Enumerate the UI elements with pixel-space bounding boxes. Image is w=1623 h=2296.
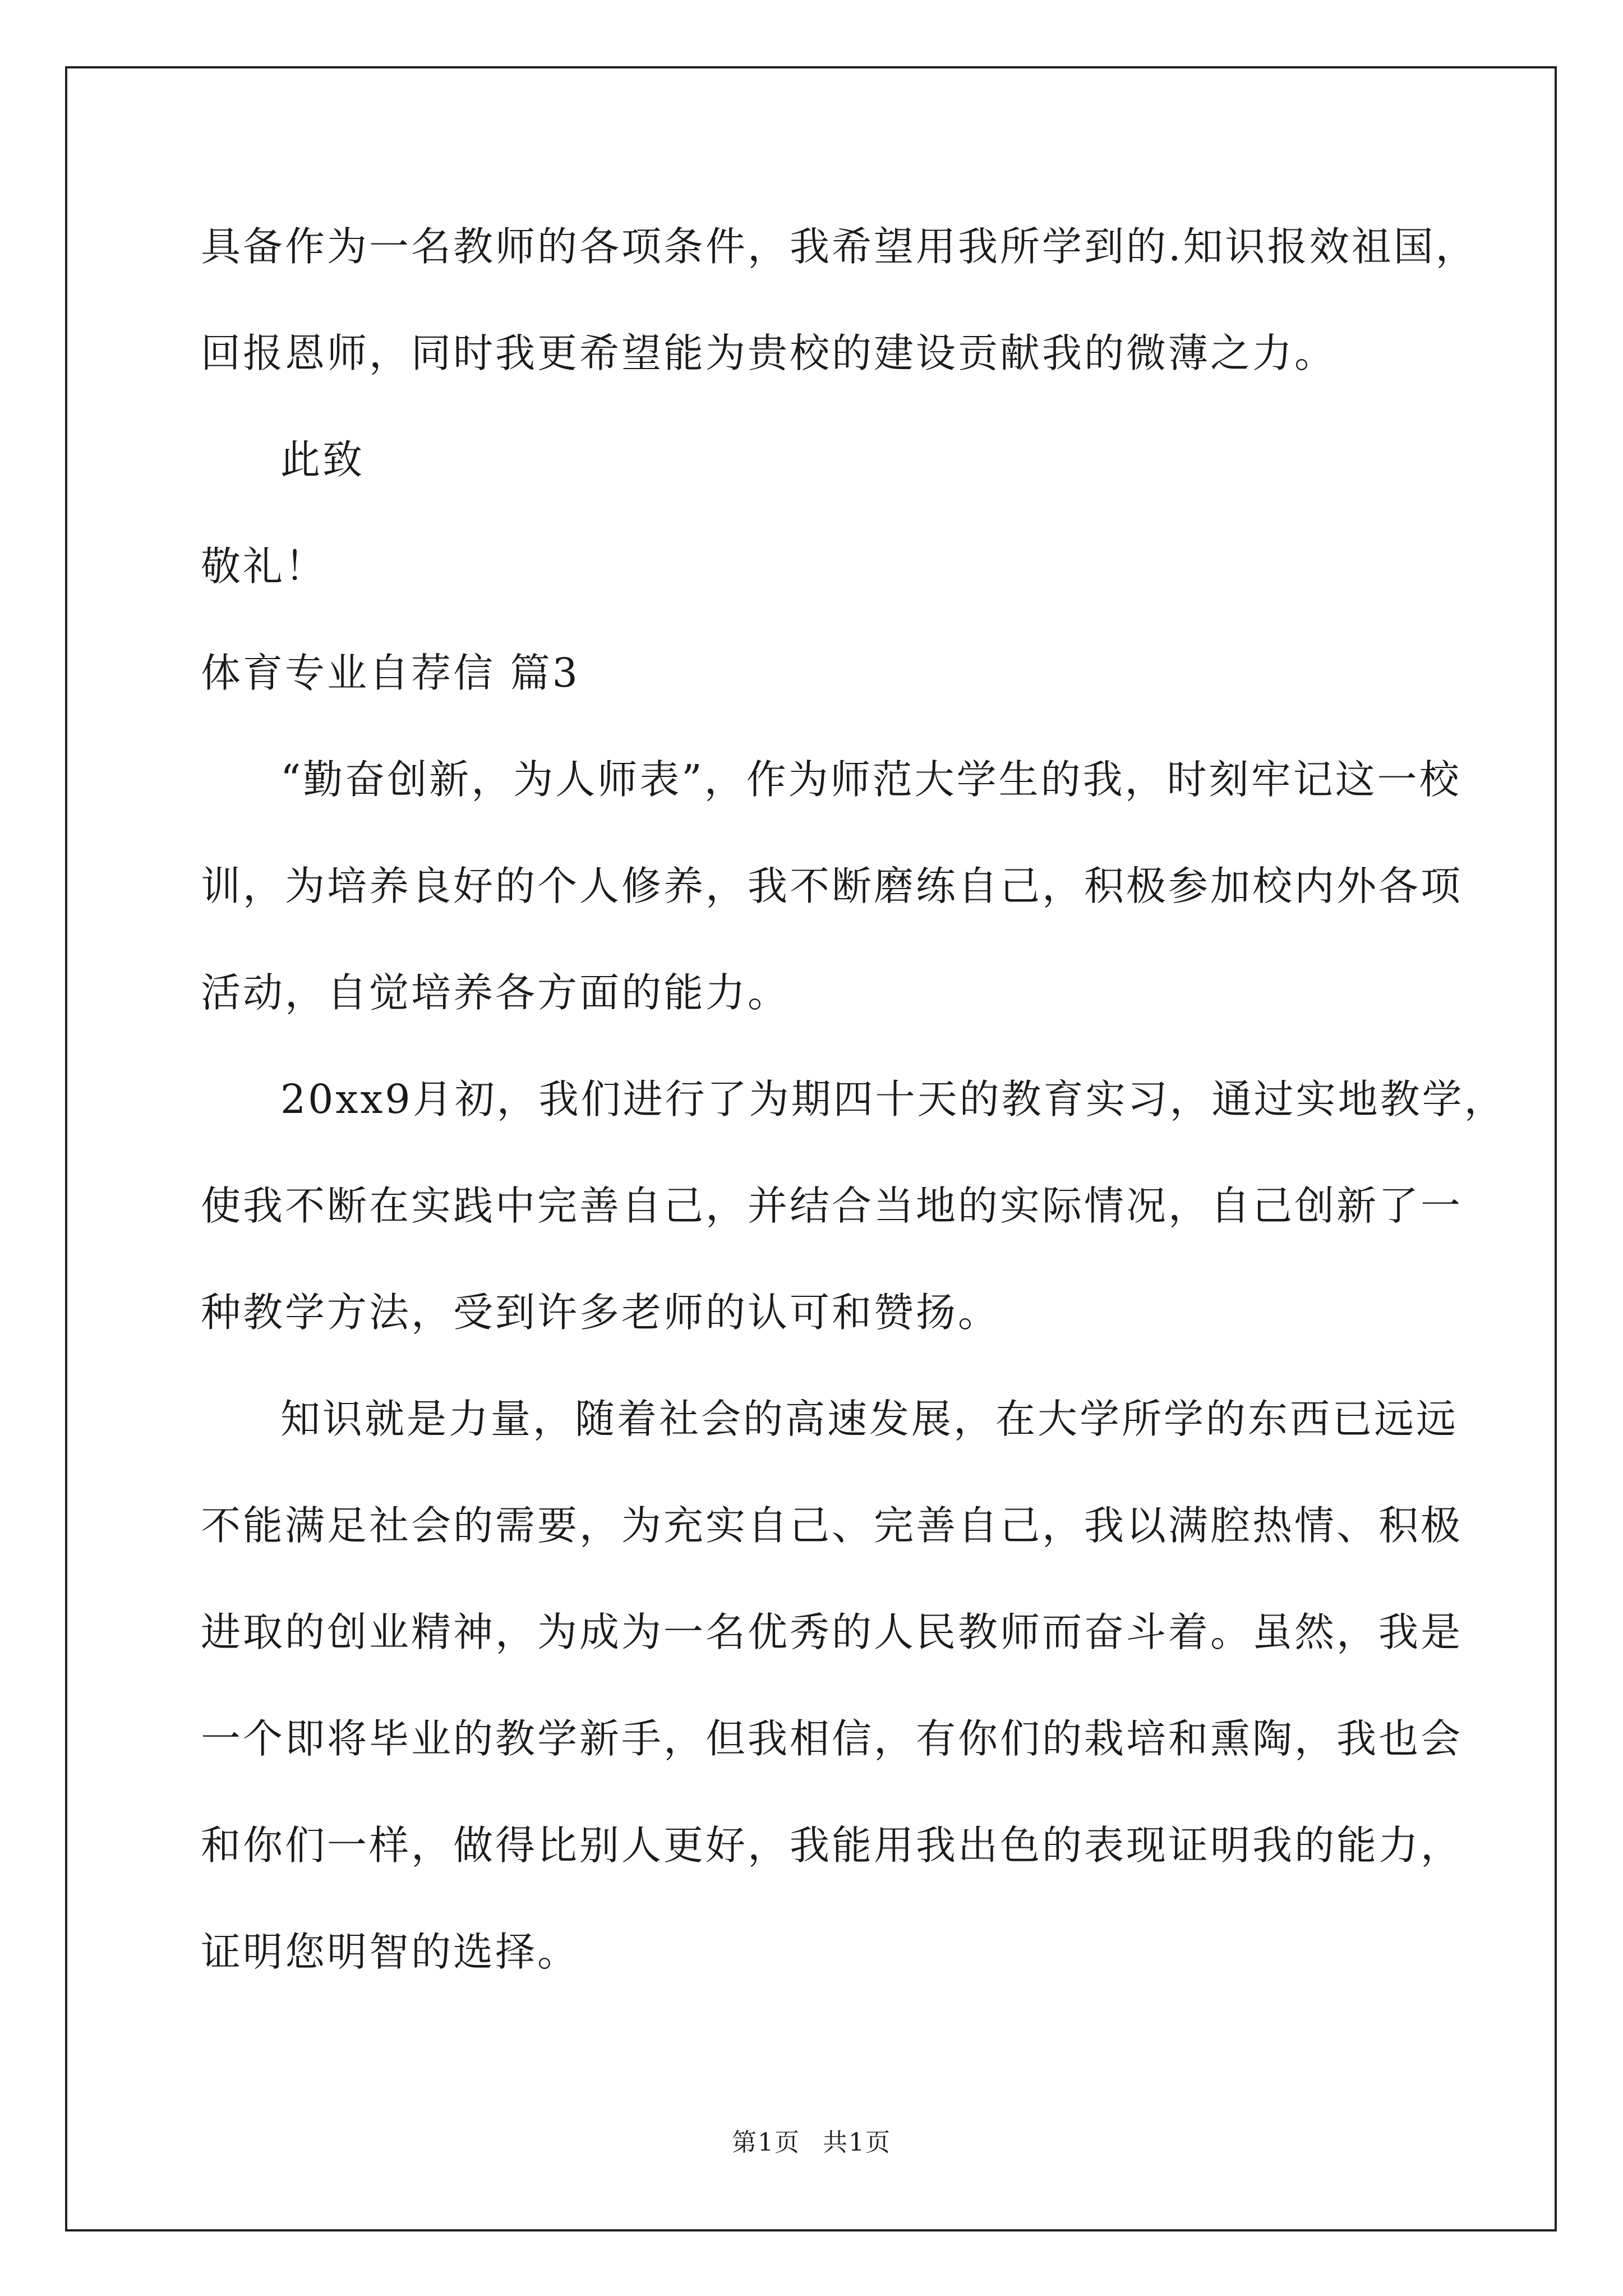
- body-line: 和你们一样，做得比别人更好，我能用我出色的表现证明我的能力，: [201, 1822, 1463, 1869]
- body-line: 20xx9月初，我们进行了为期四十天的教育实习，通过实地教学，: [280, 1076, 1506, 1122]
- section-heading: 体育专业自荐信 篇3: [201, 650, 580, 696]
- body-line: “勤奋创新，为人师表”，作为师范大学生的我，时刻牢记这一校: [280, 756, 1461, 803]
- body-line: 种教学方法，受到许多老师的认可和赞扬。: [201, 1289, 1000, 1336]
- body-line: 不能满足社会的需要，为充实自己、完善自己，我以满腔热情、积极: [201, 1502, 1463, 1549]
- body-line: 活动，自觉培养各方面的能力。: [201, 969, 790, 1016]
- body-line: 使我不断在实践中完善自己，并结合当地的实际情况，自己创新了一: [201, 1182, 1463, 1229]
- page-border: [65, 66, 1557, 2231]
- page-total: 共1页: [823, 2128, 891, 2157]
- page-footer: [0, 2126, 1623, 2160]
- closing-regards: 敬礼！: [201, 543, 328, 590]
- body-line: 回报恩师，同时我更希望能为贵校的建设贡献我的微薄之力。: [201, 330, 1337, 376]
- body-line: 证明您明智的选择。: [201, 1929, 580, 1975]
- body-line: 训，为培养良好的个人修养，我不断磨练自己，积极参加校内外各项: [201, 863, 1463, 909]
- page-number: 第1页: [732, 2128, 800, 2157]
- body-line: 知识就是力量，随着社会的高速发展，在大学所学的东西已远远: [280, 1396, 1459, 1442]
- body-line: 一个即将毕业的教学新手，但我相信，有你们的栽培和熏陶，我也会: [201, 1715, 1463, 1762]
- body-line: 具备作为一名教师的各项条件，我希望用我所学到的.知识报效祖国，: [201, 223, 1478, 270]
- body-line: 进取的创业精神，为成为一名优秀的人民教师而奋斗着。虽然，我是: [201, 1609, 1463, 1655]
- closing-salutation: 此致: [280, 436, 365, 483]
